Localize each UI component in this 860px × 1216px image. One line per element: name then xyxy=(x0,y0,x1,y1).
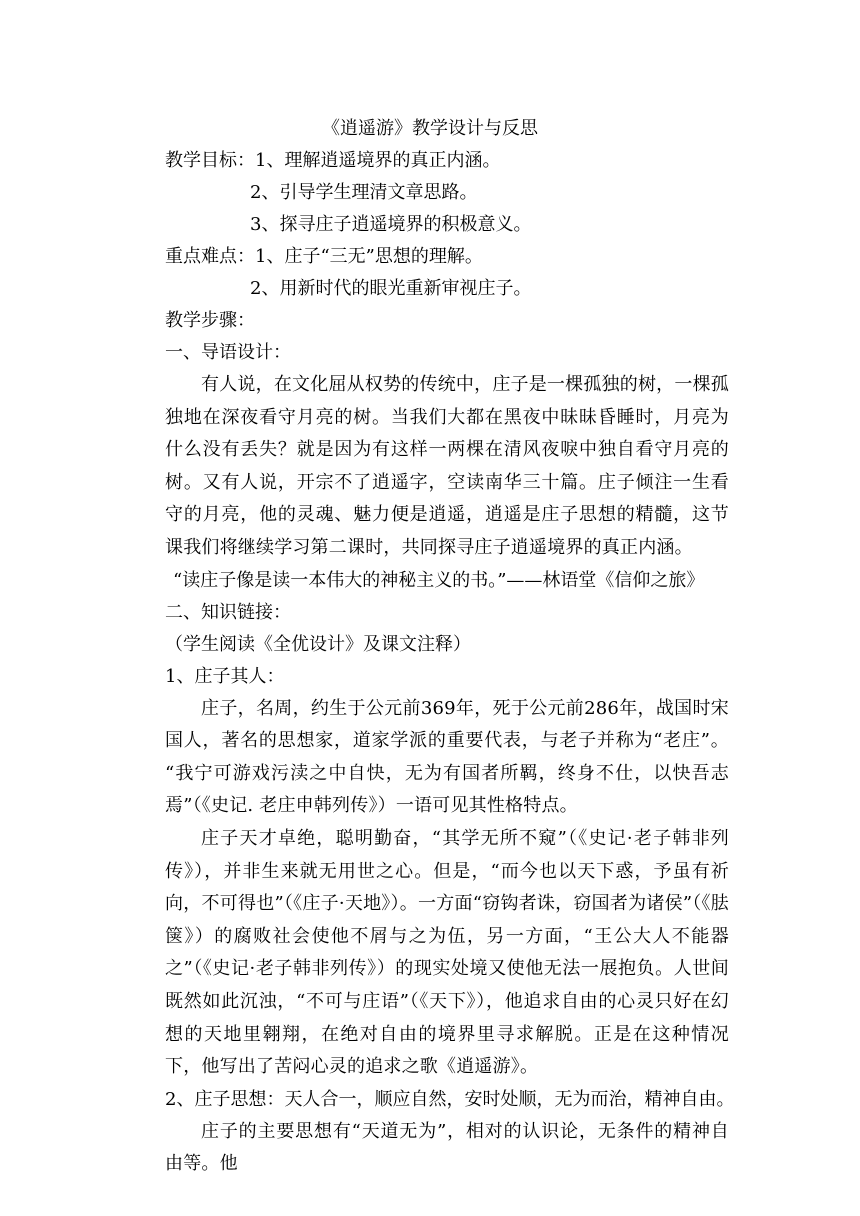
bio-paragraph: 庄子，名周，约生于公元前369年，死于公元前286年，战国时宋国人，著名的思想家，道家学派的重要代表，与老子并称为“老庄”。 “我宁可游戏污渎之中自快，无为有国者所羁，终身不仕，以快吾志焉”（《史记. 老庄申韩列传》）一语可见其性格特点。 xyxy=(165,697,729,817)
talent-paragraph: 庄子天才卓绝，聪明勤奋，“其学无所不窥”（《史记·老子韩非列传》），并非生来就无用世之心。但是，“而今也以天下惑，予虽有祈向，不可得也”（《庄子·天地》）。一方面“窃钩者诛，窃国者为诸侯”（《胠箧》）的腐败社会使他不屑与之为伍，另一方面，“王公大人不能器之”（《史记·老子韩非列传》）的现实处境又使他无法一展抱负。人世间既然如此沉浊，“不可与庄语”（《天下》），他追求自由的心灵只好在幻想的天地里翱翔，在绝对自由的境界里寻求解脱。正是在这种情况下，他写出了苦闷心灵的追求之歌《逍遥游》。 xyxy=(165,827,729,1078)
sub1-heading: 1、庄子其人： xyxy=(165,665,285,687)
difficulty-item-1: 1、庄子“三无”思想的理解。 xyxy=(255,246,483,267)
objectives-row-1 xyxy=(165,145,729,177)
document-title: 《逍遥游》教学设计与反思 xyxy=(322,118,538,139)
quote-line: “读庄子像是读一本伟大的神秘主义的书。”——林语堂《信仰之旅》 xyxy=(173,569,705,591)
difficulties-row-1 xyxy=(165,241,729,273)
document-body xyxy=(165,113,735,1181)
steps-label: 教学步骤： xyxy=(165,310,255,331)
difficulty-item-2: 2、用新时代的眼光重新审视庄子。 xyxy=(250,278,532,299)
thought-paragraph: 庄子的主要思想有“天道无为”，相对的认识论，无条件的精神自由等。他 xyxy=(165,1120,729,1175)
section1-heading: 一、导语设计： xyxy=(165,342,291,363)
section2-heading: 二、知识链接： xyxy=(165,601,291,623)
objective-item-3: 3、探寻庄子逍遥境界的积极意义。 xyxy=(250,214,532,235)
intro-paragraph: 有人说，在文化屈从权势的传统中，庄子是一棵孤独的树，一棵孤独地在深夜看守月亮的树。当我们大都在黑夜中昧昧昏睡时，月亮为什么没有丢失？就是因为有这样一两棵在清风夜唳中独自看守月亮的树。又有人说，开宗不了逍遥字，空读南华三十篇。庄子倾注一生看守的月亮，他的灵魂、魅力便是逍遥，逍遥是庄子思想的精髓，这节课我们将继续学习第二课时，共同探寻庄子逍遥境界的真正内涵。 xyxy=(165,374,729,558)
objective-item-1: 1、理解逍遥境界的真正内涵。 xyxy=(255,150,501,171)
difficulties-label: 重点难点： xyxy=(165,246,255,267)
objective-item-2: 2、引导学生理清文章思路。 xyxy=(250,182,478,203)
objectives-label: 教学目标： xyxy=(165,150,255,171)
reading-note: （学生阅读《全优设计》及课文注释） xyxy=(165,633,471,655)
sub2-heading: 2、庄子思想：天人合一，顺应自然，安时处顺，无为而治，精神自由。 xyxy=(165,1088,735,1110)
